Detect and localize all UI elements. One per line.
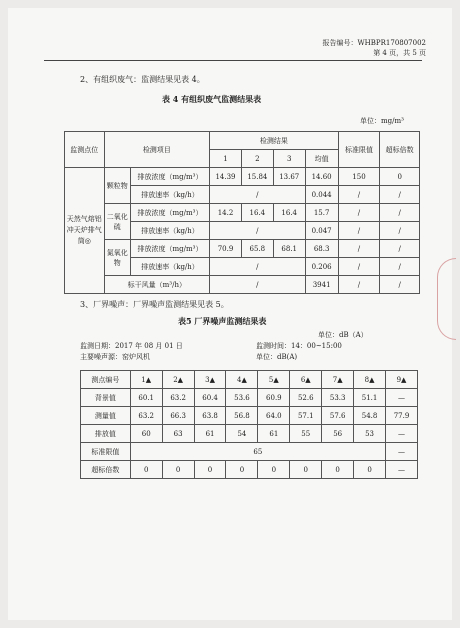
cell: 63.2	[130, 407, 162, 425]
cell: 55	[290, 425, 322, 443]
cell: 16.4	[241, 204, 273, 222]
cell: /	[380, 258, 420, 276]
table4-unit: 单位：mg/m³	[360, 117, 404, 125]
cell: /	[210, 276, 306, 294]
cell: /	[338, 276, 380, 294]
row-label: 标干风量（m³/h）	[104, 276, 210, 294]
header-avg: 均值	[305, 150, 338, 168]
header-point: 监测点位	[65, 132, 105, 168]
cell: 0	[162, 461, 194, 479]
cell: 64.0	[258, 407, 290, 425]
cell: 15.7	[305, 204, 338, 222]
cell: 13.67	[273, 168, 305, 186]
point: 9▲	[386, 371, 418, 389]
cell: 70.9	[210, 240, 242, 258]
source-cell: 天然气熔铝冲天炉排气筒◎	[65, 168, 105, 294]
header-r2: 2	[241, 150, 273, 168]
monitor-time: 监测时间：14：00~15:00	[256, 342, 342, 350]
row-label: 排放浓度（mg/m³）	[130, 240, 209, 258]
page-number: 第 4 页，共 5 页	[373, 49, 426, 57]
cell: /	[210, 222, 306, 240]
cell: 56.8	[226, 407, 258, 425]
cell: 63.8	[194, 407, 226, 425]
section2-intro: 2、有组织废气：监测结果见表 4。	[80, 75, 205, 84]
cell: 63	[162, 425, 194, 443]
cell: 3941	[305, 276, 338, 294]
group-nox: 氮氧化物	[104, 240, 130, 276]
row-label: 排放速率（kg/h）	[130, 222, 209, 240]
document-page	[8, 8, 452, 620]
cell: 53.3	[322, 389, 354, 407]
table5-unit: 单位：dB（A）	[318, 331, 368, 339]
point: 3▲	[194, 371, 226, 389]
cell: 0.044	[305, 186, 338, 204]
cell: 14.60	[305, 168, 338, 186]
seal-stamp-edge	[437, 258, 456, 340]
row-label: 排放速率（kg/h）	[130, 186, 209, 204]
cell: —	[386, 443, 418, 461]
cell: 150	[338, 168, 380, 186]
row-label: 测量值	[81, 407, 131, 425]
point: 8▲	[354, 371, 386, 389]
row-label: 排放浓度（mg/m³）	[130, 204, 209, 222]
section3-intro: 3、厂界噪声：厂界噪声监测结果见表 5。	[80, 300, 229, 309]
cell: 57.6	[322, 407, 354, 425]
cell: 61	[258, 425, 290, 443]
cell: 0	[322, 461, 354, 479]
row-label: 背景值	[81, 389, 131, 407]
cell: —	[386, 461, 418, 479]
cell: 68.3	[305, 240, 338, 258]
cell: 0	[130, 461, 162, 479]
group-so2: 二氧化硫	[104, 204, 130, 240]
cell: 14.39	[210, 168, 242, 186]
cell: /	[338, 222, 380, 240]
cell: 65.8	[241, 240, 273, 258]
table4	[64, 131, 420, 294]
header-r1: 1	[210, 150, 242, 168]
row-label: 排放浓度（mg/m³）	[130, 168, 209, 186]
table5	[80, 370, 418, 479]
header-exceed: 超标倍数	[380, 132, 420, 168]
point: 2▲	[162, 371, 194, 389]
cell: 60.4	[194, 389, 226, 407]
row-label: 排放速率（kg/h）	[130, 258, 209, 276]
cell: 0	[226, 461, 258, 479]
cell: 53.6	[226, 389, 258, 407]
header-r3: 3	[273, 150, 305, 168]
cell: 0	[194, 461, 226, 479]
cell: /	[338, 204, 380, 222]
cell: 16.4	[273, 204, 305, 222]
cell: /	[210, 186, 306, 204]
point: 1▲	[130, 371, 162, 389]
cell: 61	[194, 425, 226, 443]
cell: 57.1	[290, 407, 322, 425]
cell: 0	[290, 461, 322, 479]
cell: 63.2	[162, 389, 194, 407]
monitor-date: 监测日期：2017 年 08 月 01 日	[80, 342, 183, 350]
cell: /	[338, 258, 380, 276]
header-item: 检测项目	[104, 132, 210, 168]
cell: /	[380, 276, 420, 294]
point: 4▲	[226, 371, 258, 389]
cell: /	[380, 186, 420, 204]
cell: 15.84	[241, 168, 273, 186]
group-pm: 颗粒物	[104, 168, 130, 204]
row-label: 标准限值	[81, 443, 131, 461]
cell: 54	[226, 425, 258, 443]
cell: /	[380, 240, 420, 258]
noise-source: 主要噪声源：窑炉风机	[80, 353, 150, 361]
table4-title: 表 4 有组织废气监测结果表	[162, 94, 262, 104]
cell: 0	[258, 461, 290, 479]
point: 6▲	[290, 371, 322, 389]
point: 7▲	[322, 371, 354, 389]
cell: 54.8	[354, 407, 386, 425]
cell: 77.9	[386, 407, 418, 425]
header-results: 检测结果	[210, 132, 339, 150]
table5-title: 表5 厂界噪声监测结果表	[178, 316, 267, 326]
cell: 53	[354, 425, 386, 443]
standard-value: 65	[130, 443, 385, 461]
cell: 52.6	[290, 389, 322, 407]
cell: 56	[322, 425, 354, 443]
cell: 0	[380, 168, 420, 186]
header-label: 测点编号	[81, 371, 131, 389]
cell: 14.2	[210, 204, 242, 222]
cell: 60.9	[258, 389, 290, 407]
row-label: 超标倍数	[81, 461, 131, 479]
row-label: 排放值	[81, 425, 131, 443]
cell: 60	[130, 425, 162, 443]
report-header	[322, 38, 426, 58]
cell: 0	[354, 461, 386, 479]
cell: /	[210, 258, 306, 276]
cell: 0.206	[305, 258, 338, 276]
cell: 60.1	[130, 389, 162, 407]
table5-unit2: 单位：dB(A)	[256, 353, 298, 361]
cell: /	[338, 240, 380, 258]
cell: /	[380, 222, 420, 240]
cell: —	[386, 425, 418, 443]
cell: 0.047	[305, 222, 338, 240]
cell: 66.3	[162, 407, 194, 425]
header-limit: 标准限值	[338, 132, 380, 168]
cell: —	[386, 389, 418, 407]
header-rule	[44, 60, 422, 61]
report-number: 报告编号：WHBPR170807002	[322, 39, 426, 47]
cell: /	[380, 204, 420, 222]
cell: 51.1	[354, 389, 386, 407]
cell: 68.1	[273, 240, 305, 258]
point: 5▲	[258, 371, 290, 389]
cell: /	[338, 186, 380, 204]
